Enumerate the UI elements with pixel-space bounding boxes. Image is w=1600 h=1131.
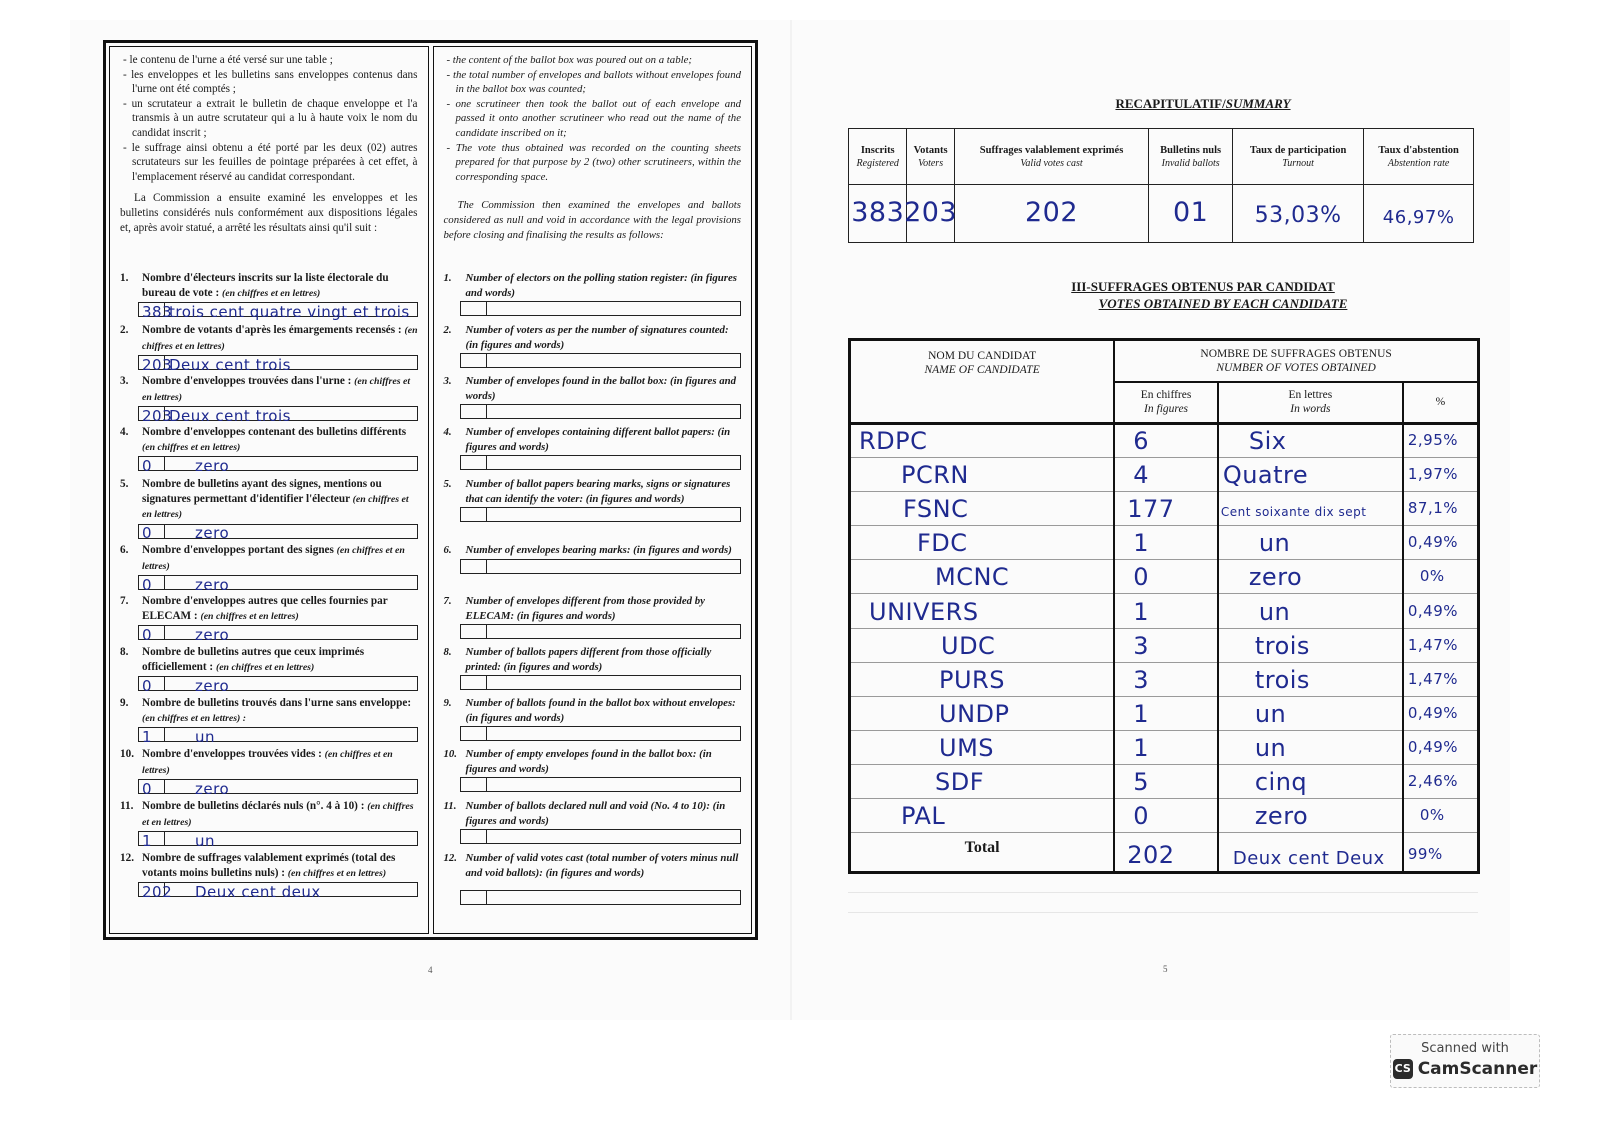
candidate-row: FDC 1 un 0,49%	[850, 526, 1479, 560]
item-text: Number of envelopes different from those provided by ELECAM: (in figures and words)	[465, 595, 705, 622]
item-number: 2.	[120, 324, 129, 336]
english-column	[433, 46, 753, 934]
figure-value: 0	[142, 575, 153, 594]
procedure-bullets-en	[444, 53, 742, 184]
item-8-en	[444, 645, 742, 690]
item-11-fr	[120, 799, 418, 850]
answer-box[interactable]	[138, 676, 418, 695]
candidate-row: SDF 5 cinq 2,46%	[850, 764, 1479, 798]
item-text: Nombre d'enveloppes trouvées dans l'urne :	[142, 375, 352, 387]
summary-title-en: SUMMARY	[1225, 96, 1291, 111]
answer-box[interactable]	[460, 559, 742, 574]
invalid-ballots-value[interactable]: 01	[1149, 185, 1233, 243]
item-number: 4.	[120, 426, 129, 438]
answer-box[interactable]	[460, 404, 742, 419]
words-value: zero	[195, 456, 230, 475]
words-value: un	[195, 727, 216, 746]
turnout-value[interactable]: 53,03%	[1232, 185, 1363, 243]
item-number: 1.	[443, 272, 452, 284]
header-candidate-name: NOM DU CANDIDAT NAME OF CANDIDATE	[850, 340, 1115, 424]
total-row	[850, 832, 1479, 872]
candidate-row: UNIVERS 1 un 0,49%	[850, 594, 1479, 628]
item-number: 10.	[443, 748, 457, 760]
words-value: zero	[195, 779, 230, 798]
item-number: 6.	[120, 544, 129, 556]
bullet: - the total number of envelopes and ballots without envelopes found in the ballot box was counted;	[444, 68, 742, 97]
total-percent: 99%	[1407, 845, 1443, 863]
candidate-row: MCNC 0 zero 0%	[850, 560, 1479, 594]
item-5-fr	[120, 477, 418, 543]
item-4-en	[444, 425, 742, 470]
item-5-en	[444, 477, 742, 522]
answer-box[interactable]	[460, 777, 742, 792]
answer-box[interactable]	[138, 524, 418, 543]
col-valid-votes: Suffrages valablement exprimés Valid votes cast	[954, 129, 1149, 185]
words-value: zero	[195, 524, 230, 543]
item-hint: (en chiffres et en lettres)	[142, 545, 405, 572]
item-11-en	[444, 799, 742, 844]
words-value: trois cent quatre vingt et trois	[169, 302, 410, 321]
item-6-en	[444, 543, 742, 574]
item-text: Nombre d'enveloppes contenant des bulletins différents	[142, 426, 407, 438]
item-number: 7.	[443, 595, 452, 607]
camscanner-watermark	[1390, 1034, 1540, 1088]
summary-table	[848, 128, 1474, 243]
candidate-row: FSNC 177 Cent soixante dix sept 87,1%	[850, 492, 1479, 526]
header-percent: %	[1403, 382, 1479, 424]
item-2-en	[444, 323, 742, 368]
item-hint: (en chiffres et en lettres)	[142, 801, 414, 828]
words-value: Deux cent deux	[195, 882, 321, 901]
item-text: Nombre de bulletins déclarés nuls (n°. 4 à 10) :	[142, 800, 365, 812]
answer-box[interactable]	[460, 353, 742, 368]
votes-table	[848, 338, 1480, 874]
item-text: Nombre d'enveloppes trouvées vides :	[142, 748, 322, 760]
item-12-en	[444, 851, 742, 905]
item-number: 2.	[443, 324, 452, 336]
bullet: - les enveloppes et les bulletins sans enveloppes contenus dans l'urne ont été comptés ;	[120, 68, 418, 97]
item-number: 3.	[120, 375, 129, 387]
commission-paragraph-fr: La Commission a ensuite examiné les enveloppes et les bulletins considérés nuls conformément aux dispositions légales et, après avoir statué, a arrêté les résultats ainsi qu'il suit :	[120, 192, 418, 234]
summary-title-fr: RECAPITULATIF/	[1115, 96, 1226, 111]
col-abstention: Taux d'abstention Abstention rate	[1364, 129, 1474, 185]
item-number: 8.	[120, 646, 129, 658]
item-hint: (en chiffres et en lettres) :	[142, 712, 247, 724]
col-turnout: Taux de participation Turnout	[1232, 129, 1363, 185]
item-number: 8.	[443, 646, 452, 658]
answer-box[interactable]	[138, 727, 418, 746]
watermark-brand: CamScanner	[1417, 1059, 1538, 1079]
bullet: - le contenu de l'urne a été versé sur une table ;	[120, 53, 418, 68]
item-number: 12.	[443, 852, 457, 864]
item-7-fr	[120, 594, 418, 644]
item-hint: (en chiffres et en lettres)	[215, 661, 315, 673]
answer-box[interactable]	[460, 890, 742, 905]
total-label: Total	[964, 838, 1000, 856]
candidate-row: PAL 0 zero 0%	[850, 798, 1479, 832]
words-value: zero	[195, 575, 230, 594]
procedure-bullets-fr	[120, 53, 418, 184]
camscanner-logo-icon: CS	[1393, 1059, 1413, 1079]
item-number: 9.	[120, 697, 129, 709]
item-9-fr	[120, 696, 418, 746]
item-number: 9.	[443, 697, 452, 709]
item-hint: (en chiffres et en lettres)	[142, 376, 411, 403]
col-invalid-ballots: Bulletins nuls Invalid ballots	[1149, 129, 1233, 185]
item-hint: (en chiffres et en lettres)	[142, 325, 418, 352]
valid-votes-value[interactable]: 202	[954, 185, 1149, 243]
voters-value[interactable]: 203	[907, 185, 954, 243]
item-12-fr	[120, 851, 418, 901]
item-text: Number of envelopes bearing marks: (in figures and words)	[465, 544, 732, 556]
item-text: Number of ballots papers different from those officially printed: (in figures and words)	[465, 646, 712, 673]
candidate-row: PCRN 4 Quatre 1,97%	[850, 458, 1479, 492]
item-text: Number of electors on the polling station register: (in figures and words)	[465, 272, 737, 299]
item-hint: (en chiffres et en lettres)	[142, 749, 393, 776]
item-hint: (en chiffres et en lettres)	[287, 867, 387, 879]
votes-title	[848, 278, 1558, 312]
item-1-en	[444, 271, 742, 316]
answer-box[interactable]	[138, 456, 418, 475]
figure-value: 1	[142, 727, 153, 746]
figure-value: 0	[142, 779, 153, 798]
registered-value[interactable]: 383	[849, 185, 907, 243]
votes-title-fr: III-SUFFRAGES OBTENUS PAR CANDIDAT	[1071, 279, 1335, 294]
left-page-frame	[103, 40, 758, 940]
abstention-value[interactable]: 46,97%	[1364, 185, 1474, 243]
item-number: 5.	[120, 478, 129, 490]
item-number: 12.	[120, 852, 134, 864]
item-text: Number of envelopes found in the ballot box: (in figures and words)	[465, 375, 737, 402]
item-text: Number of envelopes containing different ballot papers: (in figures and words)	[465, 426, 731, 453]
item-text: Nombre d'électeurs inscrits sur la liste électorale du bureau de vote :	[142, 272, 389, 299]
item-hint: (en chiffres et en lettres)	[221, 287, 321, 299]
item-text: Number of voters as per the number of signatures counted: (in figures and words)	[465, 324, 729, 351]
candidate-row: UNDP 1 un 0,49%	[850, 696, 1479, 730]
answer-box[interactable]	[460, 829, 742, 844]
total-figure: 202	[1127, 841, 1175, 869]
item-3-fr	[120, 374, 418, 425]
item-1-fr	[120, 271, 418, 321]
item-9-en	[444, 696, 742, 741]
words-value: Deux cent trois	[169, 406, 291, 425]
total-words: Deux cent Deux	[1232, 848, 1385, 869]
answer-box[interactable]	[138, 355, 418, 374]
header-in-figures: En chiffres In figures	[1114, 382, 1218, 424]
answer-box[interactable]	[460, 624, 742, 639]
item-number: 11.	[443, 800, 457, 812]
watermark-line1: Scanned with	[1421, 1041, 1509, 1056]
answer-box[interactable]	[138, 625, 418, 644]
answer-box[interactable]	[138, 302, 418, 321]
words-value: Deux cent trois	[169, 355, 291, 374]
figure-value: 202	[142, 882, 173, 901]
figure-value: 0	[142, 524, 153, 543]
figure-value: 203	[142, 355, 173, 374]
words-value: zero	[195, 625, 230, 644]
bullet: - le suffrage ainsi obtenu a été porté par les deux (02) autres scrutateurs sur les feuilles de pointage préparées à cet effet, à l'emplacement réservé au candidat correspondant.	[120, 141, 418, 185]
answer-box[interactable]	[460, 455, 742, 470]
figure-value: 0	[142, 456, 153, 475]
item-number: 5.	[443, 478, 452, 490]
french-column	[109, 46, 429, 934]
page-number-right: 5	[1163, 964, 1168, 974]
item-text: Number of ballots declared null and void (No. 4 to 10): (in figures and words)	[465, 800, 726, 827]
item-number: 10.	[120, 748, 134, 760]
answer-box[interactable]	[460, 726, 742, 741]
item-number: 7.	[120, 595, 129, 607]
figure-value: 0	[142, 676, 153, 695]
answer-box[interactable]	[138, 831, 418, 850]
summary-title	[848, 96, 1558, 112]
item-text: Number of ballot papers bearing marks, signs or signatures that can identify the voter: (in figures and words)	[465, 478, 731, 505]
col-voters: Votants Voters	[907, 129, 954, 185]
commission-paragraph-en: The Commission then examined the envelopes and ballots considered as null and void in accordance with the legal provisions before closing and finalising the results as follows:	[443, 199, 741, 241]
item-hint: (en chiffres et en lettres)	[142, 493, 409, 521]
page-fold	[790, 20, 792, 1020]
figure-value: 1	[142, 831, 153, 850]
answer-box[interactable]	[460, 301, 742, 316]
item-number: 1.	[120, 272, 129, 284]
item-2-fr	[120, 323, 418, 374]
item-text: Nombre de bulletins autres que ceux imprimés officiellement :	[142, 646, 365, 673]
words-value: un	[195, 831, 216, 850]
col-registered: Inscrits Registered	[849, 129, 907, 185]
item-7-en	[444, 594, 742, 639]
item-text: Nombre de votants d'après les émargements recensés :	[142, 324, 402, 336]
item-text: Nombre de bulletins ayant des signes, mentions ou signatures permettant d'identifier l'électeur	[142, 478, 382, 505]
answer-box[interactable]	[138, 406, 418, 425]
item-text: Nombre d'enveloppes portant des signes	[142, 544, 334, 556]
bullet: - un scrutateur a extrait le bulletin de chaque enveloppe et l'a transmis à un autre scrutateur qui a lu à haute voix le nom du candidat inscrit ;	[120, 97, 418, 141]
faint-line	[848, 912, 1478, 913]
candidate-row: RDPC 6 Six 2,95%	[850, 424, 1479, 458]
item-6-fr	[120, 543, 418, 594]
item-text: Number of valid votes cast (total number of voters minus null and void ballots): (in figures and words)	[465, 852, 739, 879]
bullet: - one scrutineer then took the ballot out of each envelope and passed it onto another scrutineer who read out the name of the candidate inscribed on it;	[444, 97, 742, 141]
item-4-fr	[120, 425, 418, 475]
item-10-en	[444, 747, 742, 792]
item-text: Nombre de bulletins trouvés dans l'urne sans enveloppe:	[142, 697, 412, 709]
item-number: 4.	[443, 426, 452, 438]
answer-box[interactable]	[138, 779, 418, 798]
item-8-fr	[120, 645, 418, 695]
bullet: - The vote thus obtained was recorded on the counting sheets prepared for that purpose by 2 (two) other scrutineers, within the corresponding space.	[444, 141, 742, 185]
item-hint: (en chiffres et en lettres)	[142, 441, 241, 453]
header-votes-obtained: NOMBRE DE SUFFRAGES OBTENUS NUMBER OF VOTES OBTAINED	[1114, 340, 1478, 382]
item-3-en	[444, 374, 742, 419]
votes-title-en: VOTES OBTAINED BY EACH CANDIDATE	[1098, 296, 1348, 311]
item-text: Number of ballots found in the ballot box without envelopes: (in figures and words)	[465, 697, 736, 724]
answer-box[interactable]	[138, 882, 418, 901]
item-text: Nombre d'enveloppes autres que celles fournies par ELECAM :	[142, 595, 388, 622]
page-number-left: 4	[428, 965, 433, 975]
answer-box[interactable]	[460, 507, 742, 522]
item-text: Nombre de suffrages valablement exprimés (total des votants moins bulletins nuls) :	[142, 852, 396, 879]
faint-line	[848, 892, 1478, 893]
item-number: 3.	[443, 375, 452, 387]
answer-box[interactable]	[460, 675, 742, 690]
words-value: zero	[195, 676, 230, 695]
figure-value: 203	[142, 406, 173, 425]
item-text: Number of empty envelopes found in the ballot box: (in figures and words)	[465, 748, 712, 775]
header-in-words: En lettres In words	[1218, 382, 1403, 424]
candidate-row: PURS 3 trois 1,47%	[850, 662, 1479, 696]
figure-value: 383	[142, 302, 173, 321]
bullet: - the content of the ballot box was poured out on a table;	[444, 53, 742, 68]
item-number: 6.	[443, 544, 452, 556]
item-number: 11.	[120, 800, 134, 812]
answer-box[interactable]	[138, 575, 418, 594]
item-10-fr	[120, 747, 418, 798]
item-hint: (en chiffres et en lettres)	[200, 610, 299, 622]
candidate-row: UDC 3 trois 1,47%	[850, 628, 1479, 662]
figure-value: 0	[142, 625, 153, 644]
candidate-row: UMS 1 un 0,49%	[850, 730, 1479, 764]
